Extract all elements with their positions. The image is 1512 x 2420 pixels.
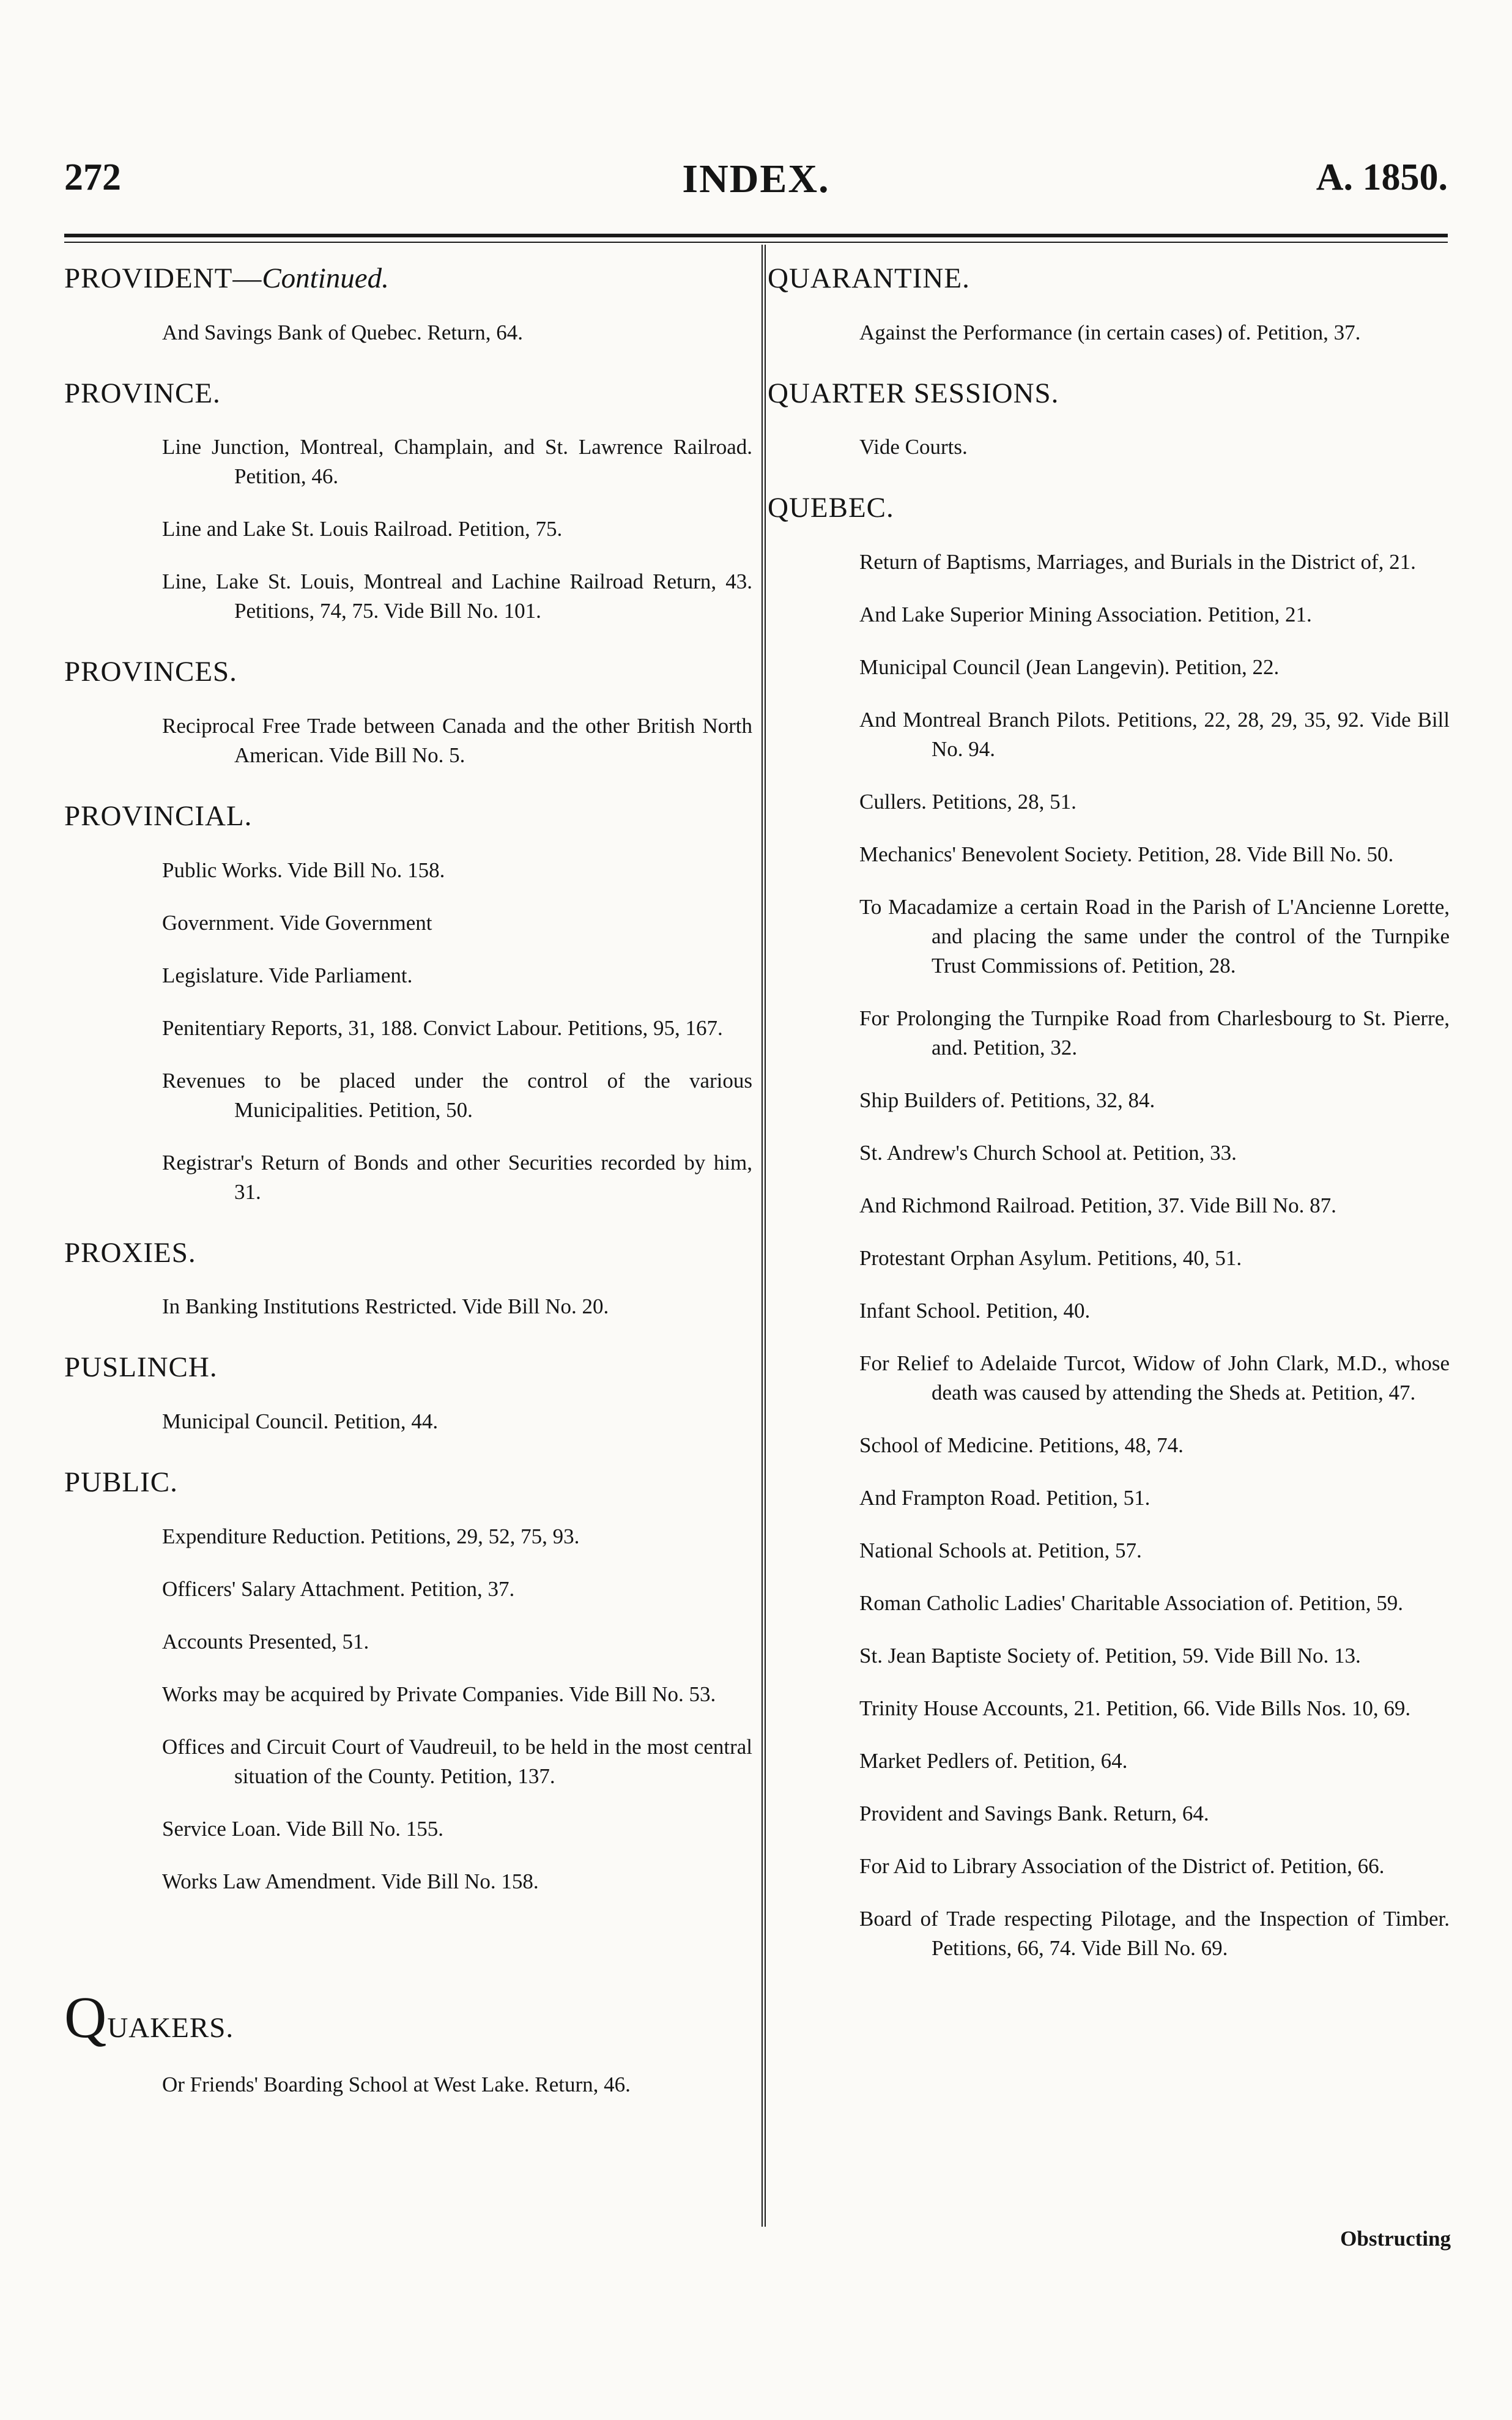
section-heading-text: PROVINCE.: [64, 377, 221, 409]
column-divider: [762, 245, 766, 2227]
page-header: [64, 156, 1448, 223]
section-heading: [64, 1238, 752, 1269]
catchword: Obstructing: [1340, 2227, 1451, 2251]
section-heading: [64, 801, 752, 833]
index-entry: Offices and Circuit Court of Vaudreuil, to be held in the most central situation of the County. Petition, 137.: [162, 1734, 752, 1788]
index-entry: Provident and Savings Bank. Return, 64.: [859, 1802, 1209, 1826]
page-title: INDEX.: [682, 157, 830, 201]
index-entry: Board of Trade respecting Pilotage, and the Inspection of Timber. Petitions, 66, 74. Vide Bill No. 69.: [859, 1907, 1450, 1961]
index-entry: Penitentiary Reports, 31, 188. Convict Labour. Petitions, 95, 167.: [162, 1015, 723, 1040]
left-column: [64, 263, 752, 2130]
index-entry: Market Pedlers of. Petition, 64.: [859, 1749, 1128, 1773]
index-section: [64, 656, 752, 770]
index-entry: Trinity House Accounts, 21. Petition, 66. Vide Bills Nos. 10, 69.: [859, 1696, 1411, 1721]
section-heading-text: PUBLIC.: [64, 1466, 178, 1499]
heading-continued: Continued.: [262, 262, 389, 294]
index-entry: Roman Catholic Ladies' Charitable Association of. Petition, 59.: [859, 1591, 1403, 1616]
index-entry: Cullers. Petitions, 28, 51.: [859, 790, 1077, 814]
index-entry: Reciprocal Free Trade between Canada and the other British North American. Vide Bill No. 5.: [162, 714, 752, 768]
section-heading-text: PUSLINCH.: [64, 1351, 218, 1384]
index-entry: To Macadamize a certain Road in the Parish of L'Ancienne Lorette, and placing the same under the control of the Turnpike Trust Commissions of. Petition, 28.: [859, 895, 1450, 978]
index-entry: And Montreal Branch Pilots. Petitions, 22, 28, 29, 35, 92. Vide Bill No. 94.: [859, 708, 1450, 762]
index-entry: School of Medicine. Petitions, 48, 74.: [859, 1433, 1184, 1458]
index-entry: St. Andrew's Church School at. Petition, 33.: [859, 1141, 1237, 1165]
index-entry: Officers' Salary Attachment. Petition, 37.: [162, 1576, 515, 1601]
index-entry: St. Jean Baptiste Society of. Petition, 59. Vide Bill No. 13.: [859, 1644, 1361, 1668]
index-entry: Line, Lake St. Louis, Montreal and Lachine Railroad Return, 43. Petitions, 74, 75. Vide Bill No. 101.: [162, 570, 752, 623]
index-entry: Accounts Presented, 51.: [162, 1629, 369, 1654]
page-number: 272: [64, 157, 121, 198]
index-entry: Public Works. Vide Bill No. 158.: [162, 858, 445, 882]
index-entry: Works may be acquired by Private Companies. Vide Bill No. 53.: [162, 1682, 716, 1706]
index-section: [64, 801, 752, 1207]
section-heading-text: PROXIES.: [64, 1236, 196, 1269]
index-entry: Revenues to be placed under the control of the various Municipalities. Petition, 50.: [162, 1068, 752, 1122]
section-heading: [64, 1467, 752, 1499]
index-entry: Or Friends' Boarding School at West Lake. Return, 46.: [162, 2072, 631, 2096]
index-entry: For Relief to Adelaide Turcot, Widow of John Clark, M.D., whose death was caused by attending the Sheds at. Petition, 47.: [859, 1351, 1450, 1405]
index-entry: Against the Performance (in certain cases) of. Petition, 37.: [859, 320, 1361, 344]
header-rule-thin: [64, 242, 1448, 243]
section-heading: [64, 1352, 752, 1384]
index-section: [64, 1467, 752, 1896]
section-heading: [64, 656, 752, 688]
index-entry: Line and Lake St. Louis Railroad. Petition, 75.: [162, 517, 563, 541]
section-heading-text: PROVIDENT—: [64, 262, 262, 294]
index-entry: Registrar's Return of Bonds and other Securities recorded by him, 31.: [162, 1150, 752, 1204]
section-heading: [64, 378, 752, 410]
section-heading: [64, 263, 752, 295]
index-section: [64, 378, 752, 626]
section-heading: [768, 263, 1450, 295]
index-section: [64, 1352, 752, 1436]
section-heading-text: QUARANTINE.: [768, 262, 970, 294]
index-section: [768, 492, 1450, 1963]
index-entry: And Richmond Railroad. Petition, 37. Vide Bill No. 87.: [859, 1193, 1336, 1218]
right-column: [768, 263, 1450, 1994]
section-heading-text: QUEBEC.: [768, 492, 894, 524]
index-entry: And Frampton Road. Petition, 51.: [859, 1486, 1151, 1510]
index-entry: National Schools at. Petition, 57.: [859, 1538, 1142, 1563]
index-entry: Government. Vide Government: [162, 910, 432, 935]
index-section: [64, 1238, 752, 1322]
index-entry: Municipal Council (Jean Langevin). Petition, 22.: [859, 655, 1280, 680]
page-year: A. 1850.: [1316, 157, 1448, 198]
index-section: [64, 263, 752, 347]
index-entry: Protestant Orphan Asylum. Petitions, 40, 51.: [859, 1246, 1242, 1271]
index-entry: Legislature. Vide Parliament.: [162, 963, 413, 987]
drop-initial: Q: [64, 1984, 108, 2050]
index-entry: Return of Baptisms, Marriages, and Burials in the District of, 21.: [859, 550, 1416, 574]
index-entry: Line Junction, Montreal, Champlain, and St. Lawrence Railroad. Petition, 46.: [162, 435, 752, 489]
index-entry: For Aid to Library Association of the District of. Petition, 66.: [859, 1854, 1385, 1879]
section-heading-text: QUARTER SESSIONS.: [768, 377, 1059, 409]
index-entry: Expenditure Reduction. Petitions, 29, 52, 75, 93.: [162, 1524, 580, 1548]
section-heading: [768, 378, 1450, 410]
index-entry: In Banking Institutions Restricted. Vide Bill No. 20.: [162, 1294, 609, 1319]
section-heading: [768, 492, 1450, 524]
section-heading-text: PROVINCIAL.: [64, 800, 253, 833]
index-entry: Service Loan. Vide Bill No. 155.: [162, 1816, 443, 1841]
index-entry: For Prolonging the Turnpike Road from Charlesbourg to St. Pierre, and. Petition, 32.: [859, 1006, 1450, 1060]
index-entry: Mechanics' Benevolent Society. Petition, 28. Vide Bill No. 50.: [859, 842, 1394, 867]
index-entry: And Lake Superior Mining Association. Petition, 21.: [859, 603, 1312, 627]
section-heading-text: PROVINCES.: [64, 656, 237, 688]
index-entry: Ship Builders of. Petitions, 32, 84.: [859, 1088, 1155, 1113]
index-entry: Infant School. Petition, 40.: [859, 1299, 1091, 1323]
index-entry: Municipal Council. Petition, 44.: [162, 1409, 439, 1434]
index-section: [768, 263, 1450, 347]
index-section: [768, 378, 1450, 462]
header-rule-thick: [64, 234, 1448, 237]
index-entry: Vide Courts.: [859, 435, 968, 459]
section-heading-text: UAKERS.: [107, 2011, 234, 2044]
section-heading: [64, 1984, 752, 2050]
index-entry: And Savings Bank of Quebec. Return, 64.: [162, 320, 524, 344]
index-entry: Works Law Amendment. Vide Bill No. 158.: [162, 1869, 539, 1893]
